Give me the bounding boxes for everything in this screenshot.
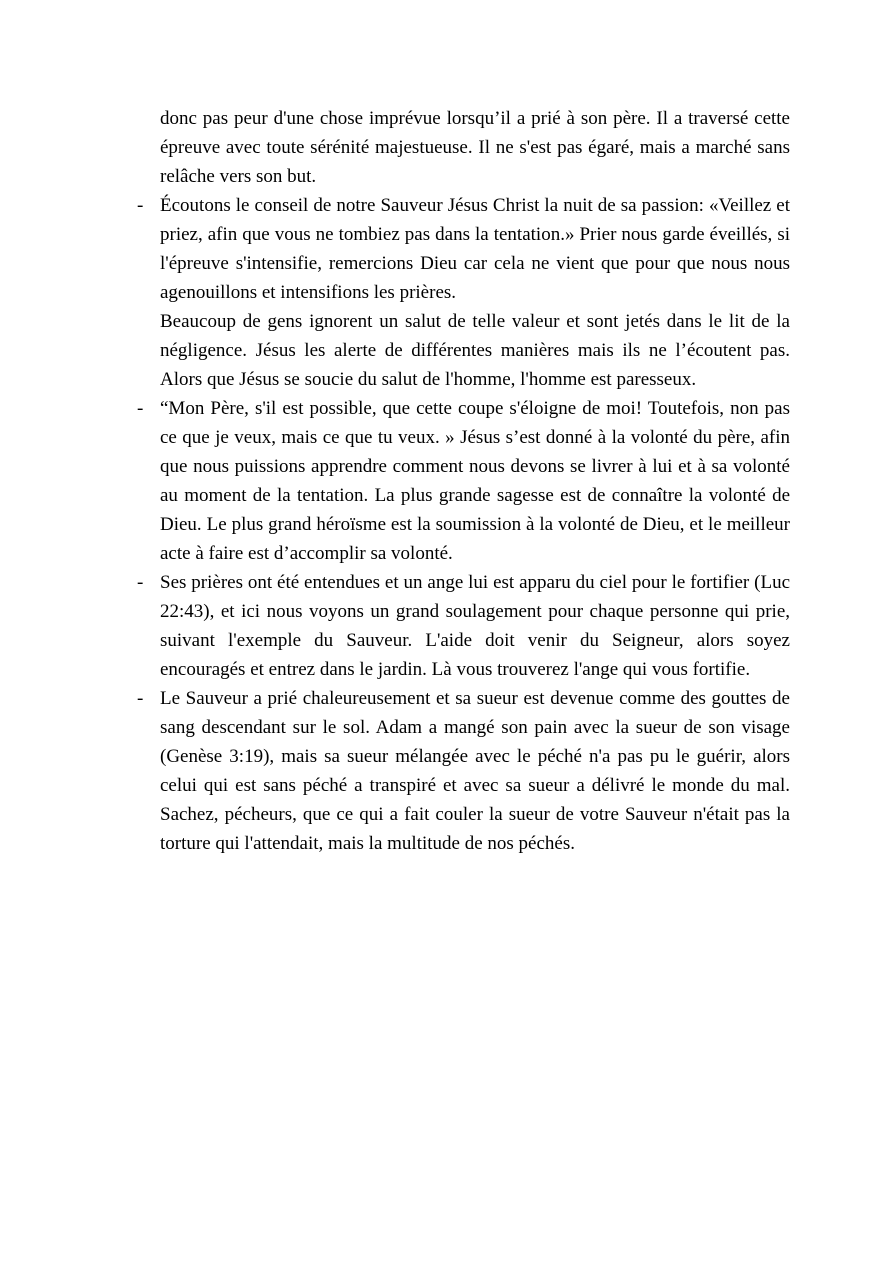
paragraph: Ses prières ont été entendues et un ange lui est apparu du ciel pour le fortifier (Luc 22:43), et ici nous voyons un grand soulagement pour chaque personne qui prie, suivant l'exemple du Sauveur. L'aide doit venir du Seigneur, alors soyez encouragés et entrez dans le jardin. Là vous trouverez l'ange qui vous fortifie. xyxy=(160,572,790,680)
text-column xyxy=(137,104,790,858)
list-dash-marker: - xyxy=(137,398,144,419)
paragraph: Écoutons le conseil de notre Sauveur Jésus Christ la nuit de sa passion: «Veillez et priez, afin que vous ne tombiez pas dans la tentation.» Prier nous garde éveillés, si l'épreuve s'intensifie, remercions Dieu car cela ne vient que pour que nous nous agenouillons et intensifions les prières. xyxy=(160,195,790,303)
list-item xyxy=(137,568,790,684)
paragraph: Beaucoup de gens ignorent un salut de telle valeur et sont jetés dans le lit de la négligence. Jésus les alerte de différentes manières mais ils ne l’écoutent pas. Alors que Jésus se soucie du salut de l'homme, l'homme est paresseux. xyxy=(160,311,790,390)
list-dash-marker: - xyxy=(137,195,144,216)
list-item-body xyxy=(160,684,790,858)
list-dash-marker: - xyxy=(137,688,144,709)
paragraph: Le Sauveur a prié chaleureusement et sa sueur est devenue comme des gouttes de sang descendant sur le sol. Adam a mangé son pain avec la sueur de son visage (Genèse 3:19), mais sa sueur mélangée avec le péché n'a pas pu le guérir, alors celui qui est sans péché a transpiré et avec sa sueur a délivré le monde du mal. Sachez, pécheurs, que ce qui a fait couler la sueur de votre Sauveur n'était pas la torture qui l'attendait, mais la multitude de nos péchés. xyxy=(160,688,790,854)
list-item-body xyxy=(160,191,790,394)
list-item xyxy=(137,684,790,858)
list-item xyxy=(137,191,790,394)
list-item-body xyxy=(160,568,790,684)
paragraph-continuation: donc pas peur d'une chose imprévue lorsqu’il a prié à son père. Il a traversé cette épreuve avec toute sérénité majestueuse. Il ne s'est pas égaré, mais a marché sans relâche vers son but. xyxy=(160,108,790,187)
list-item-body xyxy=(160,394,790,568)
list-dash-marker: - xyxy=(137,572,144,593)
paragraph: “Mon Père, s'il est possible, que cette coupe s'éloigne de moi! Toutefois, non pas ce que je veux, mais ce que tu veux. » Jésus s’est donné à la volonté du père, afin que nous puissions apprendre comment nous devons se livrer à lui et à sa volonté au moment de la tentation. La plus grande sagesse est de connaître la volonté de Dieu. Le plus grand héroïsme est la soumission à la volonté de Dieu, et le meilleur acte à faire est d’accomplir sa volonté. xyxy=(160,398,790,564)
list-item xyxy=(137,394,790,568)
